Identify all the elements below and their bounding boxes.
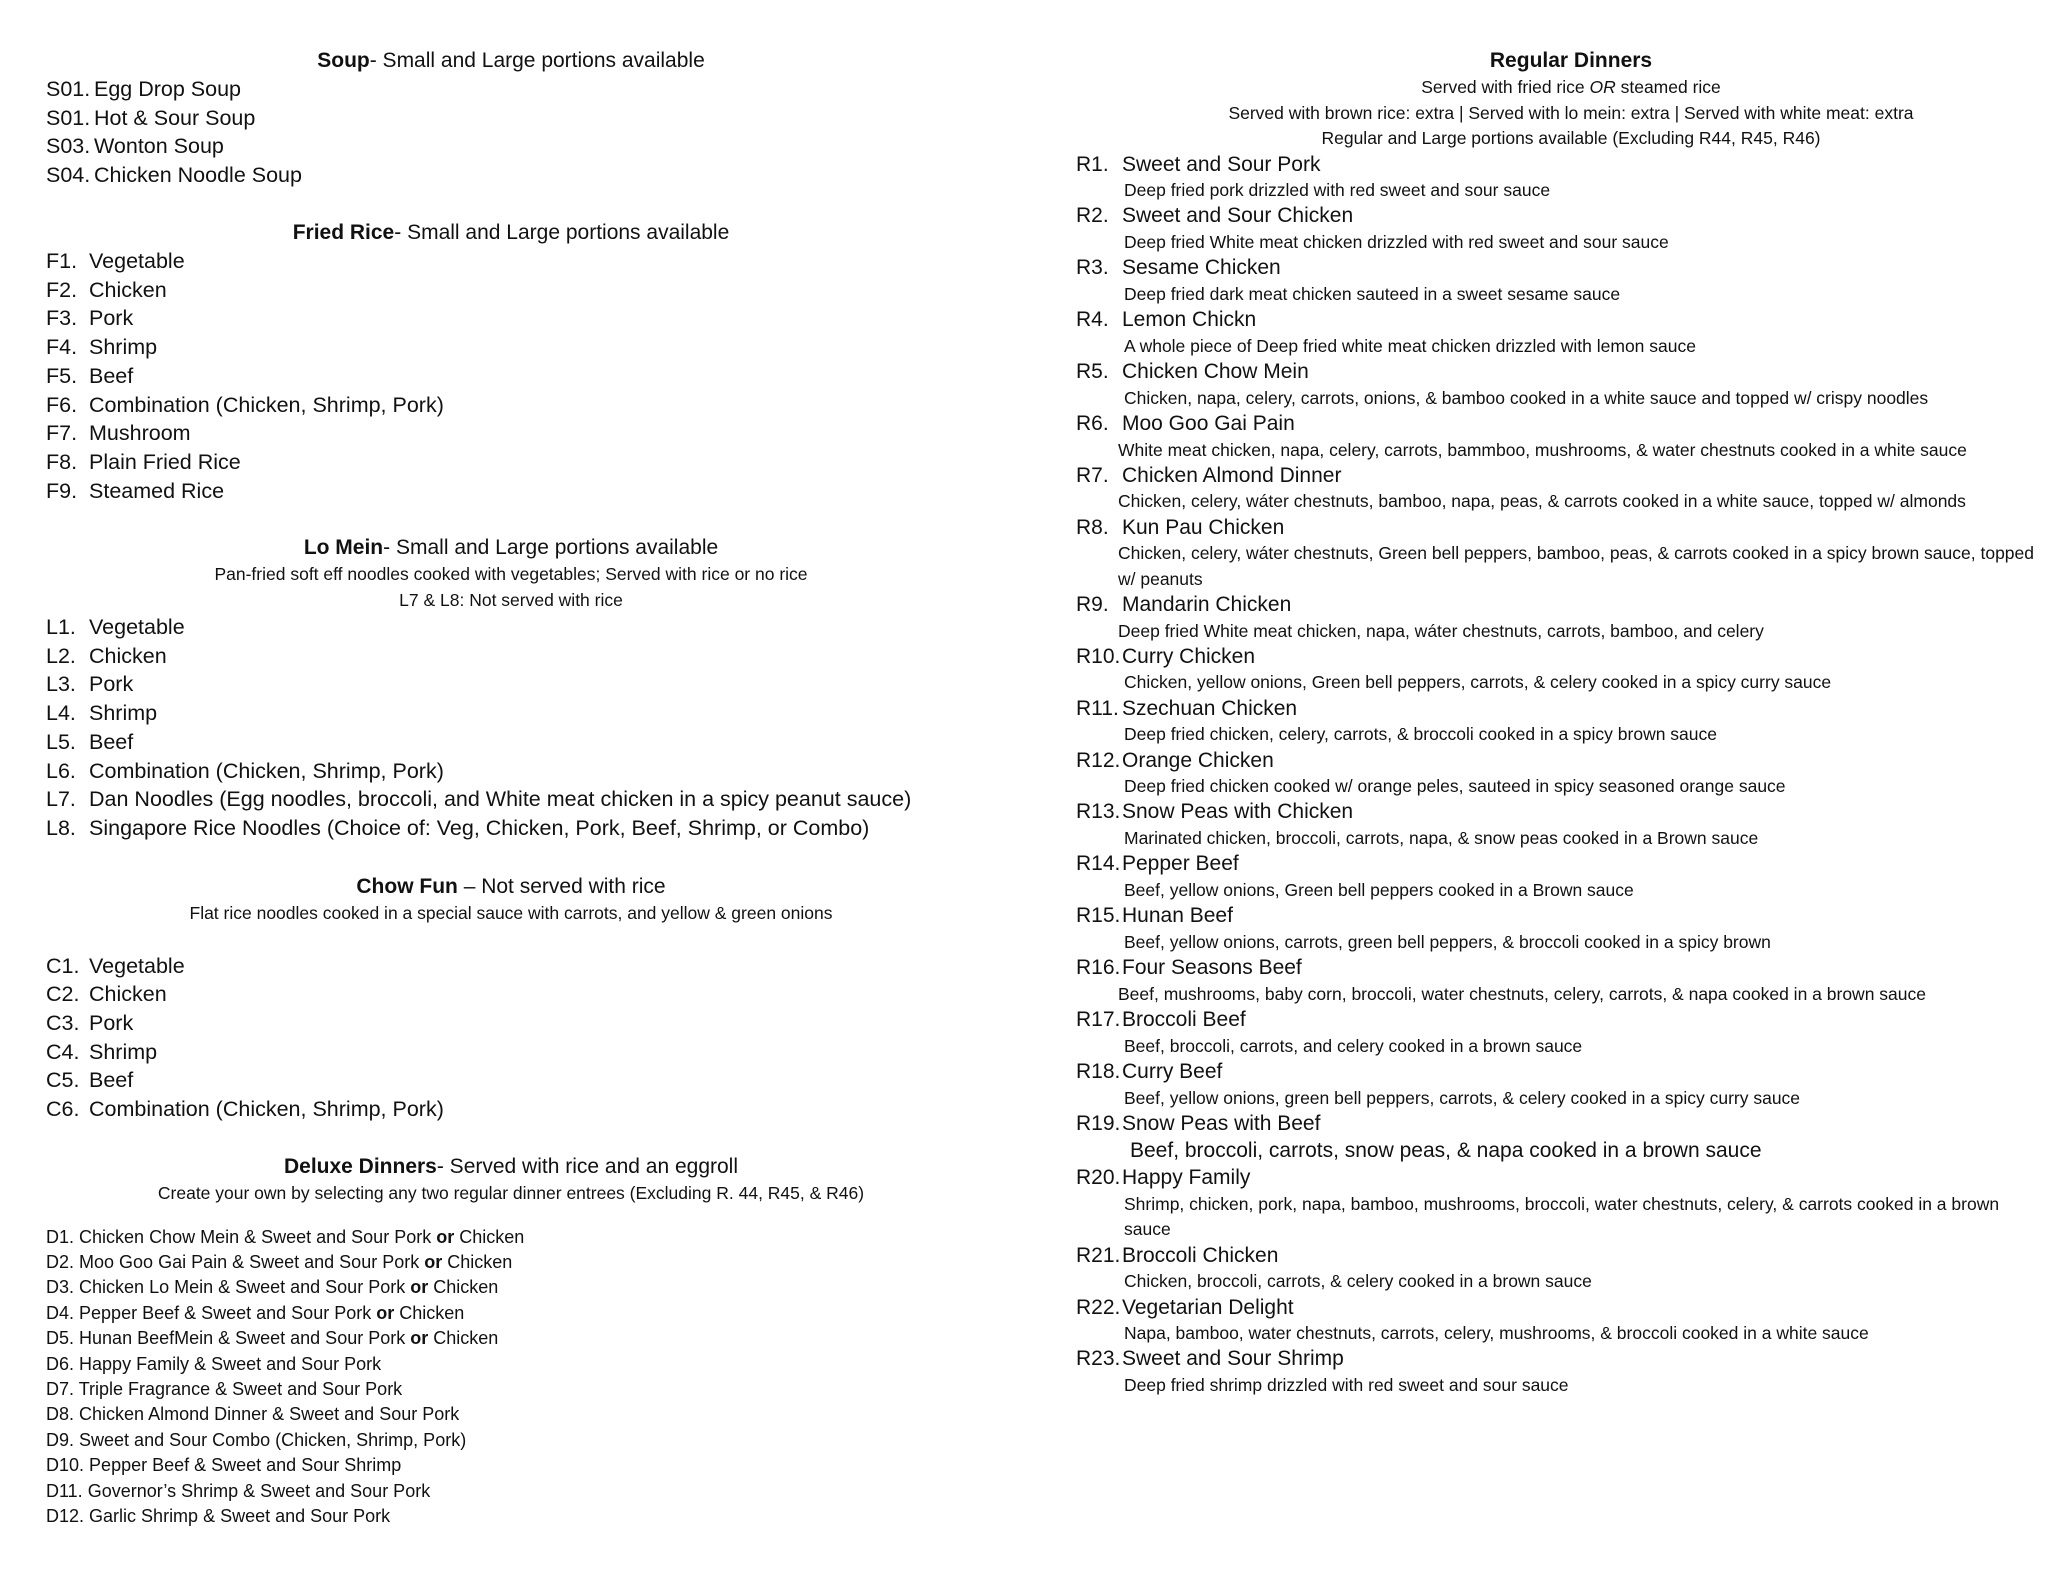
item-name: Pork [89,306,134,331]
item-description: Beef, broccoli, carrots, and celery cooked in a brown sauce [1124,1035,1583,1056]
item-description: Deep fried chicken cooked w/ orange peles, sauteed in spicy seasoned orange sauce [1124,776,1786,797]
item-code: R20. [1076,1166,1121,1190]
lo-mein-note-1: Pan-fried soft eff noodles cooked with vegetables; Served with rice or no rice [214,564,808,584]
chow-fun-title: Chow Fun [356,875,458,898]
item-code: F2. [46,277,78,302]
item-code: F3. [46,306,78,331]
item-description: Deep fried shrimp drizzled with red sweet and sour sauce [1124,1374,1569,1395]
item-code: R12. [1076,748,1121,772]
item-alt: Chicken [447,1251,513,1272]
item-alt: Chicken [433,1277,499,1298]
item-name: Sweet and Sour Pork [1122,152,1321,176]
menu-item [46,276,976,305]
item-code: C2. [46,982,80,1007]
menu-item [46,613,976,642]
item-description: White meat chicken, napa, celery, carrots, bammboo, mushrooms, & water chestnuts cooked in a white sauce [1118,439,1967,460]
fried-rice-heading [46,219,976,247]
item-name: Combination (Chicken, Shrimp, Pork) [89,758,444,783]
item-code: D12. [46,1505,85,1526]
item-heading [1076,1243,2036,1270]
regular-item [1076,255,2036,307]
item-description: Marinated chicken, broccoli, carrots, napa, & snow peas cooked in a Brown sauce [1124,828,1759,849]
item-name: Vegetable [89,249,185,273]
item-description: Beef, yellow onions, carrots, green bell peppers, & broccoli cooked in a spicy brown [1124,931,1771,952]
item-name: Pork [89,672,134,697]
or-word: or [410,1328,429,1349]
item-name: Chicken [89,643,167,668]
item-name: Singapore Rice Noodles (Choice of: Veg, Chicken, Pork, Beef, Shrimp, or Combo) [89,815,870,840]
lo-mein-note-2: L7 & L8: Not served with rice [399,589,623,610]
item-code: D1. [46,1226,75,1247]
item-code: R11. [1076,696,1119,720]
item-heading [1076,152,2036,179]
item-code: D2. [46,1251,75,1272]
item-code: R2. [1076,204,1109,228]
item-description: Deep fried White meat chicken drizzled with red sweet and sour sauce [1124,231,1669,252]
item-alt: Chicken [399,1302,465,1323]
item-description: Shrimp, chicken, pork, napa, bamboo, mushrooms, broccoli, water chestnuts, celery, & carrots cooked in a brown sauce [1124,1194,2000,1240]
menu-item [46,75,976,104]
regular-item [1076,903,2036,955]
item-heading [1076,515,2036,542]
menu-item [46,785,976,814]
item-heading [1076,307,2036,334]
item-heading [1076,696,2036,723]
item-name: Chicken Almond Dinner & Sweet and Sour Pork [79,1404,460,1425]
regular-note-1a: Served with fried rice [1421,77,1590,97]
regular-item [1076,1165,2036,1242]
soup-heading [46,47,976,75]
soup-title: Soup [317,49,370,72]
item-code: F5. [46,363,78,388]
item-description: Chicken, broccoli, carrots, & celery cooked in a brown sauce [1124,1271,1592,1292]
item-name: Chicken Lo Mein & Sweet and Sour Pork [79,1277,406,1298]
item-name: Mandarin Chicken [1122,592,1292,616]
deluxe-subtitle: - Served with rice and an eggroll [436,1155,739,1178]
item-code: L7. [46,787,76,812]
item-name: Chicken Almond Dinner [1122,463,1342,487]
item-code: R15. [1076,904,1121,928]
item-code: C5. [46,1068,80,1093]
item-heading [1076,411,2036,438]
item-code: F1. [46,249,78,273]
item-name: Beef [89,729,134,754]
menu-item [46,1095,976,1124]
item-name: Sweet and Sour Chicken [1122,204,1354,228]
item-name: Triple Fragrance & Sweet and Sour Pork [78,1378,403,1399]
item-name: Shrimp [89,335,158,360]
item-code: L2. [46,643,76,668]
deluxe-item [46,1301,976,1326]
item-code: C4. [46,1039,80,1064]
item-name: Happy Family [1122,1166,1251,1190]
menu-item [46,362,976,391]
menu-item [46,132,976,161]
item-heading [1076,1111,2036,1138]
regular-item [1076,411,2036,463]
item-name: Plain Fried Rice [89,449,241,474]
deluxe-item [46,1326,976,1351]
menu-item [46,161,976,190]
deluxe-title: Deluxe Dinners [283,1155,437,1178]
item-name: Pork [89,1010,134,1035]
item-name: Combination (Chicken, Shrimp, Pork) [89,392,444,417]
item-name: Sweet and Sour Shrimp [1122,1347,1344,1371]
chow-fun-list [46,952,976,1124]
regular-item [1076,152,2036,204]
deluxe-item [46,1225,976,1250]
item-name: Hunan BeefMein & Sweet and Sour Pork [79,1328,406,1349]
item-description: Beef, broccoli, carrots, snow peas, & napa cooked in a brown sauce [1130,1139,1762,1163]
item-name: Snow Peas with Chicken [1122,800,1354,824]
item-code: R9. [1076,592,1109,616]
or-word: or [410,1277,429,1298]
menu-item [46,419,976,448]
lo-mein-heading [46,534,976,562]
deluxe-heading [46,1153,976,1181]
regular-note-3: Regular and Large portions available (Excluding R44, R45, R46) [1321,128,1821,148]
item-name: Happy Family & Sweet and Sour Pork [79,1353,382,1374]
item-description: Deep fried pork drizzled with red sweet and sour sauce [1124,180,1551,201]
item-name: Chicken [89,277,167,302]
item-heading [1076,1295,2036,1322]
item-name: Vegetarian Delight [1122,1295,1294,1319]
item-code: F7. [46,421,78,446]
item-name: Moo Goo Gai Pain & Sweet and Sour Pork [79,1251,420,1272]
regular-item [1076,359,2036,411]
item-code: S04. [46,163,91,188]
regular-item [1076,696,2036,748]
item-code: R6. [1076,411,1109,435]
deluxe-item [46,1352,976,1377]
item-heading [1076,1165,2036,1192]
item-code: D6. [46,1353,75,1374]
item-name: Mushroom [89,421,191,446]
item-name: Moo Goo Gai Pain [1122,411,1295,435]
item-description: Deep fried chicken, celery, carrots, & broccoli cooked in a spicy brown sauce [1124,724,1718,745]
item-name: Vegetable [89,953,185,978]
regular-item [1076,1007,2036,1059]
item-code: R8. [1076,515,1109,539]
item-description: Chicken, celery, wáter chestnuts, Green bell peppers, bamboo, peas, & carrots cooked in a spicy brown sauce, topped w/ peanuts [1118,543,2034,589]
item-name: Pepper Beef & Sweet and Sour Pork [79,1302,372,1323]
item-heading [1076,592,2036,619]
menu-item [46,1009,976,1038]
item-code: R10. [1076,644,1121,668]
regular-item [1076,463,2036,515]
regular-item [1076,1059,2036,1111]
item-name: Beef [89,363,134,388]
item-name: Sweet and Sour Combo (Chicken, Shrimp, Pork) [79,1429,467,1450]
regular-section [1076,47,2036,1398]
regular-item [1076,1295,2036,1347]
deluxe-item [46,1377,976,1402]
item-heading [1076,799,2036,826]
item-name: Dan Noodles (Egg noodles, broccoli, and White meat chicken in a spicy peanut sauce) [89,787,912,812]
lo-mein-section [46,534,976,843]
menu-item [46,477,976,506]
item-code: S03. [46,134,91,159]
item-code: F6. [46,392,78,417]
item-code: L1. [46,615,76,639]
item-heading [1076,955,2036,982]
item-code: D5. [46,1328,75,1349]
deluxe-list [46,1225,976,1530]
item-code: D9. [46,1429,75,1450]
regular-note-1 [1076,75,2036,101]
regular-item [1076,307,2036,359]
regular-heading [1076,47,2036,75]
lo-mein-title: Lo Mein [303,536,384,559]
item-name: Chicken Noodle Soup [94,163,302,188]
item-code: D7. [46,1378,75,1399]
item-description: Deep fried White meat chicken, napa, wáter chestnuts, carrots, bamboo, and celery [1118,620,1764,641]
item-heading [1076,903,2036,930]
item-code: L6. [46,758,76,783]
regular-item [1076,1346,2036,1398]
item-name: Snow Peas with Beef [1122,1111,1321,1135]
item-alt: Chicken [459,1226,525,1247]
or-word: or [436,1226,455,1247]
menu-item [46,1038,976,1067]
item-name: Hot & Sour Soup [94,105,256,130]
item-code: R17. [1076,1008,1121,1032]
item-code: S01. [46,77,91,101]
menu-item [46,980,976,1009]
regular-note-1c: steamed rice [1615,77,1721,97]
soup-list [46,75,976,190]
item-code: R3. [1076,256,1109,280]
item-name: Four Seasons Beef [1122,956,1302,980]
item-heading [1076,203,2036,230]
item-code: D4. [46,1302,75,1323]
fried-rice-section [46,219,976,505]
regular-item [1076,644,2036,696]
regular-item [1076,203,2036,255]
item-code: R4. [1076,308,1109,332]
item-code: R22. [1076,1295,1121,1319]
menu-item [46,952,976,981]
or-word: or [376,1302,395,1323]
item-code: D3. [46,1277,75,1298]
item-name: Beef [89,1068,134,1093]
item-name: Shrimp [89,1039,158,1064]
item-heading [1076,1007,2036,1034]
regular-note-1b: OR [1589,77,1616,97]
item-code: C1. [46,953,80,978]
regular-item [1076,799,2036,851]
regular-item [1076,955,2036,1007]
item-name: Pepper Beef & Sweet and Sour Shrimp [89,1455,402,1476]
item-heading [1076,644,2036,671]
item-description: A whole piece of Deep fried white meat chicken drizzled with lemon sauce [1124,335,1696,356]
item-description: Chicken, napa, celery, carrots, onions, & bamboo cooked in a white sauce and topped w/ crispy noodles [1124,387,1929,408]
item-name: Broccoli Chicken [1122,1243,1279,1267]
item-code: F4. [46,335,78,360]
item-heading [1076,851,2036,878]
menu-item [46,304,976,333]
item-code: F9. [46,478,78,503]
item-heading [1076,748,2036,775]
item-name: Vegetable [89,615,185,639]
item-name: Orange Chicken [1122,748,1274,772]
deluxe-item [46,1504,976,1529]
fried-rice-title: Fried Rice [292,221,395,244]
item-name: Steamed Rice [89,478,225,503]
fried-rice-subtitle: - Small and Large portions available [394,221,730,244]
item-name: Wonton Soup [94,134,224,159]
lo-mein-subtitle: - Small and Large portions available [383,536,719,559]
regular-list [1076,152,2036,1399]
item-description: Beef, mushrooms, baby corn, broccoli, water chestnuts, celery, carrots, & napa cooked in a brown sauce [1118,983,1926,1004]
item-code: L3. [46,672,76,697]
regular-item [1076,1243,2036,1295]
deluxe-note: Create your own by selecting any two regular dinner entrees (Excluding R. 44, R45, & R46) [157,1183,865,1203]
item-code: S01. [46,105,91,130]
item-name: Chicken [89,982,167,1007]
item-name: Governor’s Shrimp & Sweet and Sour Pork [87,1480,431,1501]
chow-fun-note: Flat rice noodles cooked in a special sauce with carrots, and yellow & green onions [189,903,833,923]
deluxe-item [46,1428,976,1453]
item-heading [1076,463,2036,490]
item-code: R5. [1076,360,1109,384]
item-name: Curry Chicken [1122,644,1256,668]
chow-fun-section [46,873,976,1124]
item-code: C3. [46,1010,80,1035]
regular-item [1076,851,2036,903]
item-code: R18. [1076,1059,1121,1083]
soup-section [46,47,976,190]
menu-item [46,104,976,133]
item-name: Pepper Beef [1122,852,1239,876]
deluxe-item [46,1250,976,1275]
item-name: Garlic Shrimp & Sweet and Sour Pork [89,1505,391,1526]
lo-mein-list [46,613,976,843]
deluxe-item [46,1275,976,1300]
item-description: Beef, yellow onions, Green bell peppers cooked in a Brown sauce [1124,879,1634,900]
item-code: R1. [1076,152,1109,176]
item-name: Chicken Chow Mein & Sweet and Sour Pork [79,1226,432,1247]
item-name: Sesame Chicken [1122,256,1281,280]
deluxe-item [46,1479,976,1504]
item-code: R19. [1076,1111,1121,1135]
item-name: Egg Drop Soup [94,77,242,101]
item-heading [1076,255,2036,282]
item-name: Shrimp [89,701,158,726]
regular-item [1076,1111,2036,1166]
menu-item [46,670,976,699]
item-name: Curry Beef [1122,1059,1223,1083]
item-code: R7. [1076,463,1109,487]
soup-subtitle: - Small and Large portions available [369,49,705,72]
menu-item [46,642,976,671]
menu-item [46,757,976,786]
menu-item [46,247,976,276]
item-code: R16. [1076,956,1121,980]
item-alt: Chicken [433,1328,499,1349]
regular-item [1076,748,2036,800]
item-code: D11. [46,1480,83,1501]
menu-item [46,699,976,728]
menu-item [46,448,976,477]
menu-item [46,391,976,420]
item-name: Lemon Chickn [1122,308,1257,332]
or-word: or [424,1251,443,1272]
item-name: Szechuan Chicken [1122,696,1298,720]
deluxe-item [46,1453,976,1478]
item-description: Napa, bamboo, water chestnuts, carrots, celery, mushrooms, & broccoli cooked in a white sauce [1124,1323,1869,1344]
regular-title: Regular Dinners [1489,49,1653,72]
menu-item [46,814,976,843]
item-code: L4. [46,701,76,726]
item-code: L5. [46,729,76,754]
regular-item [1076,515,2036,592]
item-heading [1076,1346,2036,1373]
deluxe-item [46,1402,976,1427]
deluxe-section [46,1153,976,1529]
item-name: Broccoli Beef [1122,1008,1246,1032]
item-code: C6. [46,1097,80,1122]
item-description: Deep fried dark meat chicken sauteed in a sweet sesame sauce [1124,283,1621,304]
item-name: Chicken Chow Mein [1122,360,1309,384]
menu-item [46,333,976,362]
item-code: D10. [46,1455,85,1476]
regular-note-2: Served with brown rice: extra | Served with lo mein: extra | Served with white meat: extra [1228,102,1914,123]
item-name: Combination (Chicken, Shrimp, Pork) [89,1097,444,1122]
item-heading [1076,1059,2036,1086]
item-name: Kun Pau Chicken [1122,515,1285,539]
item-code: D8. [46,1404,75,1425]
item-code: F8. [46,449,78,474]
item-heading [1076,359,2036,386]
item-code: R14. [1076,852,1121,876]
menu-item [46,1066,976,1095]
item-code: R23. [1076,1347,1121,1371]
fried-rice-list [46,247,976,505]
item-code: R21. [1076,1243,1121,1267]
chow-fun-subtitle: – Not served with rice [457,875,666,898]
item-description: Chicken, celery, wáter chestnuts, bamboo, napa, peas, & carrots cooked in a white sauce, topped w/ almonds [1118,491,1966,512]
regular-item [1076,592,2036,644]
item-description: Beef, yellow onions, green bell peppers, carrots, & celery cooked in a spicy curry sauce [1124,1087,1801,1108]
item-description: Chicken, yellow onions, Green bell peppers, carrots, & celery cooked in a spicy curry sauce [1124,672,1832,693]
item-name: Hunan Beef [1122,904,1233,928]
item-code: R13. [1076,800,1121,824]
chow-fun-heading [46,873,976,901]
item-code: L8. [46,815,76,840]
menu-item [46,728,976,757]
